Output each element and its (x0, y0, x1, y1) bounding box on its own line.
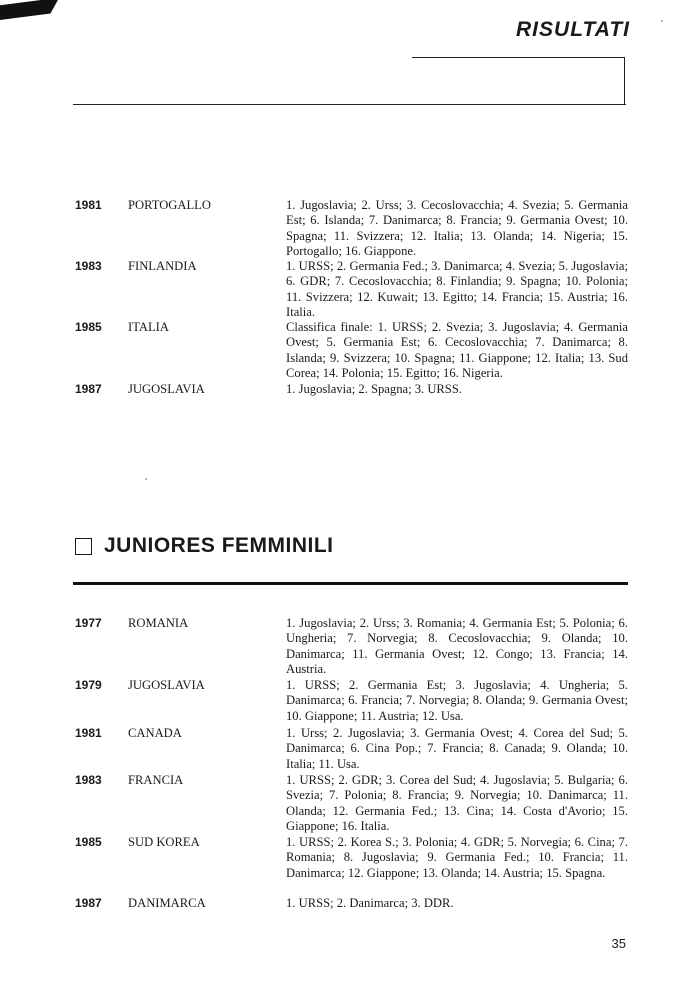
scan-speck (661, 20, 663, 22)
result-year: 1981 (75, 198, 102, 212)
result-year: 1983 (75, 773, 102, 787)
result-year: 1987 (75, 382, 102, 396)
result-ranking: 1. Urss; 2. Jugoslavia; 3. Germania Ovest; 4. Corea del Sud; 5. Danimarca; 6. Cina Pop.; 7. Francia; 8. Canada; 9. Olanda; 10. Italia; 11. Usa. (286, 726, 628, 771)
result-ranking: 1. URSS; 2. Germania Fed.; 3. Danimarca; 4. Svezia; 5. Jugoslavia; 6. GDR; 7. Cecoslovacchia; 8. Finlandia; 9. Spagna; 10. Polonia; 11. Svizzera; 12. Kuwait; 13. Egitto; 14. Francia; 15. Austria; 16. Italia. (286, 259, 628, 319)
checkbox-square-icon (75, 538, 92, 555)
header-rule (73, 104, 626, 105)
result-year: 1985 (75, 835, 102, 849)
result-ranking: Classifica finale: 1. URSS; 2. Svezia; 3. Jugoslavia; 4. Germania Ovest; 5. Germania Est; 6. Cecoslovacchia; 7. Danimarca; 8. Islanda; 9. Svizzera; 10. Spagna; 11. Giappone; 12. Italia; 13. Sud Corea; 14. Polonia; 15. Egitto; 16. Nigeria. (286, 320, 628, 380)
scan-speck (145, 478, 147, 480)
result-host: DANIMARCA (128, 896, 206, 910)
page-number: 35 (611, 936, 626, 951)
result-year: 1987 (75, 896, 102, 910)
result-year: 1977 (75, 616, 102, 630)
result-host: FINLANDIA (128, 259, 197, 273)
result-host: SUD KOREA (128, 835, 200, 849)
result-host: PORTOGALLO (128, 198, 211, 212)
header-frame (412, 57, 625, 104)
result-host: JUGOSLAVIA (128, 382, 205, 396)
result-ranking: 1. Jugoslavia; 2. Urss; 3. Romania; 4. Germania Est; 5. Polonia; 6. Ungheria; 7. Norvegia; 8. Cecoslovacchia; 9. Olanda; 10. Danimarca; 11. Germania Ovest; 12. Congo; 13. Francia; 14. Austria. (286, 616, 628, 676)
section-heading (75, 534, 334, 558)
result-year: 1979 (75, 678, 102, 692)
result-ranking: 1. Jugoslavia; 2. Urss; 3. Cecoslovacchia; 4. Svezia; 5. Germania Est; 6. Islanda; 7. Danimarca; 8. Francia; 9. Germania Ovest; 10. Spagna; 11. Svizzera; 12. Italia; 13. Olanda; 14. Nigeria; 15. Portogallo; 16. Giappone. (286, 198, 628, 258)
result-ranking: 1. URSS; 2. Danimarca; 3. DDR. (286, 896, 454, 910)
page-header-title: RISULTATI (516, 18, 630, 41)
result-ranking: 1. URSS; 2. Korea S.; 3. Polonia; 4. GDR; 5. Norvegia; 6. Cina; 7. Romania; 8. Jugoslavia; 9. Germania Fed.; 10. Francia; 11. Danimarca; 12. Giappone; 13. Olanda; 14. Austria; 15. Spagna. (286, 835, 628, 880)
scan-corner-mark (0, 0, 59, 22)
result-host: JUGOSLAVIA (128, 678, 205, 692)
result-ranking: 1. Jugoslavia; 2. Spagna; 3. URSS. (286, 382, 462, 396)
result-host: ROMANIA (128, 616, 189, 630)
result-host: ITALIA (128, 320, 169, 334)
result-ranking: 1. URSS; 2. Germania Est; 3. Jugoslavia; 4. Ungheria; 5. Danimarca; 6. Francia; 7. Norvegia; 8. Olanda; 9. Germania Ovest; 10. Giappone; 11. Austria; 12. Usa. (286, 678, 628, 723)
result-year: 1983 (75, 259, 102, 273)
section-title: JUNIORES FEMMINILI (104, 534, 334, 557)
result-host: FRANCIA (128, 773, 184, 787)
result-host: CANADA (128, 726, 182, 740)
section-rule (73, 582, 628, 585)
result-year: 1985 (75, 320, 102, 334)
result-ranking: 1. URSS; 2. GDR; 3. Corea del Sud; 4. Jugoslavia; 5. Bulgaria; 6. Svezia; 7. Polonia; 8. Francia; 9. Norvegia; 10. Danimarca; 11. Olanda; 12. Germania Fed.; 13. Cina; 14. Costa d'Avorio; 15. Giappone; 16. Italia. (286, 773, 628, 833)
result-year: 1981 (75, 726, 102, 740)
